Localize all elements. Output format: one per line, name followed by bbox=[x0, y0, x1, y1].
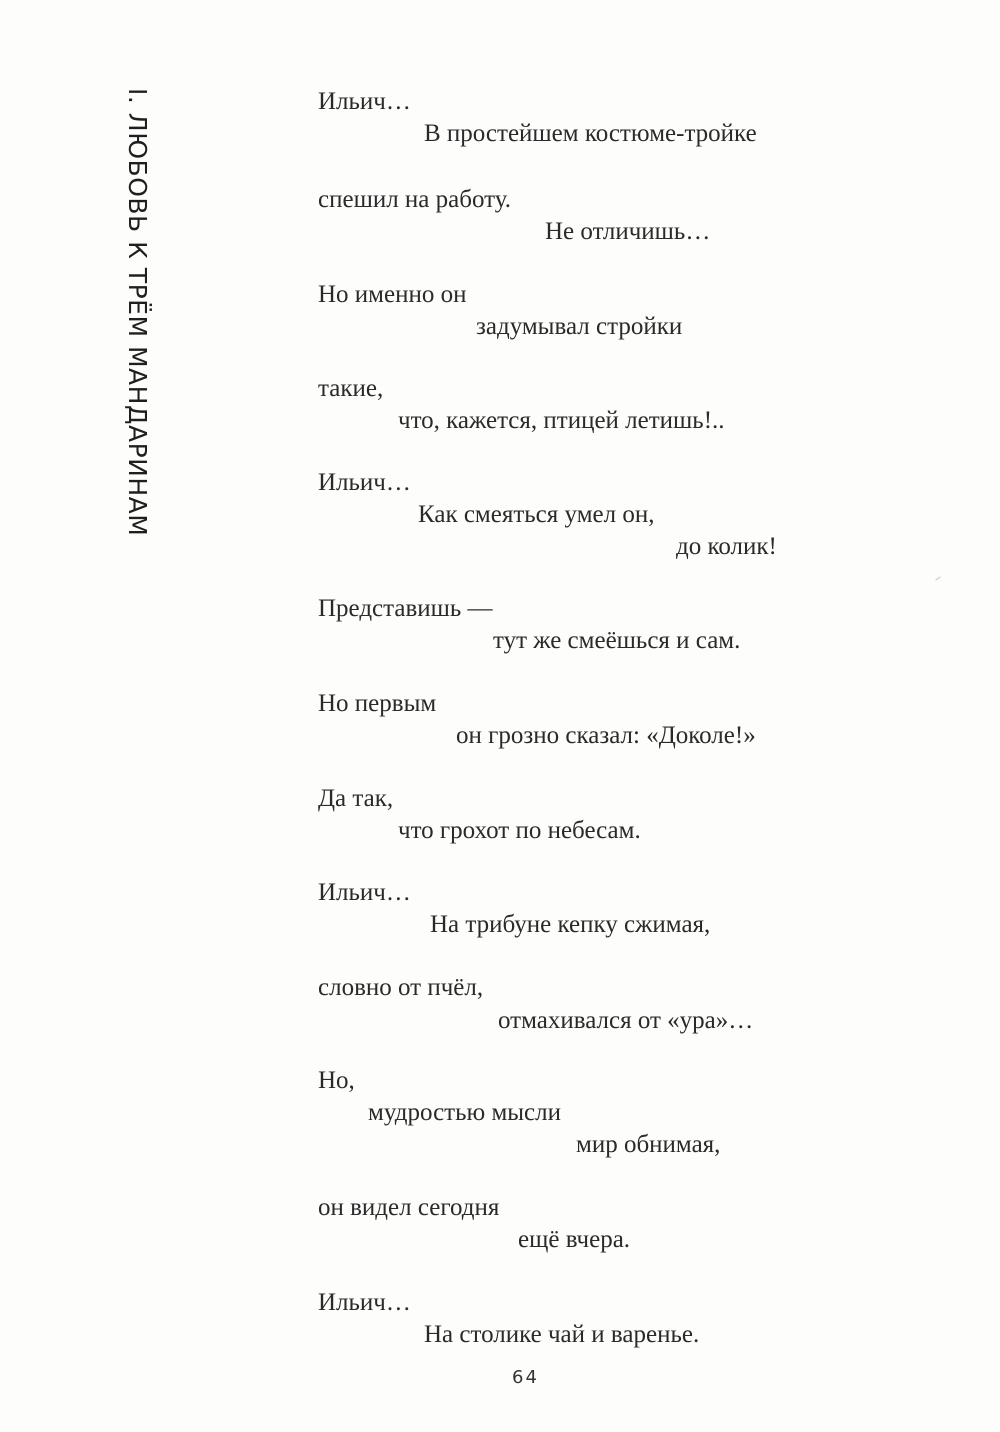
poem-line: что, кажется, птицей летишь!.. bbox=[398, 407, 725, 434]
poem-line: такие, bbox=[318, 375, 384, 402]
poem-line: Ильич… bbox=[318, 469, 411, 496]
running-head: I. ЛЮБОВЬ К ТРЁМ МАНДАРИНАМ bbox=[123, 88, 152, 537]
poem-line: спешил на работу. bbox=[318, 186, 511, 213]
poem-line: На столике чай и варенье. bbox=[424, 1321, 700, 1348]
poem-line: что грохот по небесам. bbox=[398, 817, 641, 844]
poem-line: Но первым bbox=[318, 690, 437, 717]
poem-line: Не отличишь… bbox=[545, 218, 711, 245]
poem-line: мудростью мысли bbox=[368, 1099, 562, 1126]
poem-line: он видел сегодня bbox=[318, 1194, 500, 1221]
poem-line: Представишь — bbox=[318, 595, 493, 622]
poem-line: Но именно он bbox=[318, 281, 467, 308]
page-number: 64 bbox=[512, 1367, 539, 1388]
poem-line: тут же смеёшься и сам. bbox=[493, 627, 741, 654]
poem-line: Но, bbox=[318, 1067, 355, 1094]
poem-line: словно от пчёл, bbox=[318, 974, 484, 1001]
poem-line: отмахивался от «ура»… bbox=[498, 1007, 754, 1034]
poem-line: Как смеяться умел он, bbox=[418, 501, 655, 528]
poem-line: Ильич… bbox=[318, 879, 411, 906]
poem-line: задумывал стройки bbox=[476, 313, 683, 340]
poem-line: до колик! bbox=[676, 533, 777, 560]
poem-line: Да так, bbox=[318, 785, 394, 812]
paper-speck bbox=[935, 576, 940, 580]
poem-line: ещё вчера. bbox=[518, 1226, 631, 1253]
poem-line: Ильич… bbox=[318, 1289, 411, 1316]
poem-line: Ильич… bbox=[318, 88, 411, 115]
poem-line: он грозно сказал: «Доколе!» bbox=[456, 722, 756, 749]
poem-line: мир обнимая, bbox=[576, 1131, 721, 1158]
poem-line: В простейшем костюме-тройке bbox=[424, 120, 757, 147]
poem-line: На трибуне кепку сжимая, bbox=[430, 911, 711, 938]
